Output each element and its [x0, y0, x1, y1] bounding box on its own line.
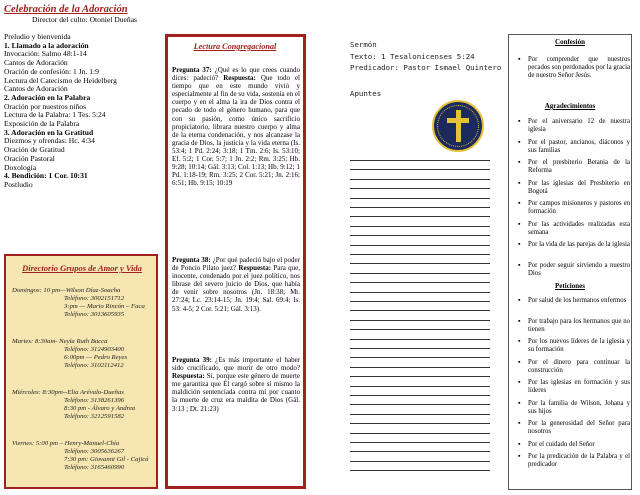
entry-line: Teléfono: 3002151712: [64, 294, 125, 302]
celebration-title: Celebración de la Adoración: [4, 4, 128, 15]
note-line: [350, 198, 490, 199]
confession-item: ▪ Por comprender que nuestros pecados son perdonados por la gracia de nuestro Señor Jesús.: [518, 56, 630, 80]
note-line: [350, 357, 490, 358]
note-line: [350, 188, 490, 189]
note-line: [350, 348, 490, 349]
order-line: Oración de confesión: 1 Jn. 1:9: [4, 66, 99, 76]
entry-line: Viernes: 5:00 pm – Henry-Manuel-Chía: [12, 440, 120, 447]
order-line: Oración por nuestros niños: [4, 101, 87, 111]
order-line: Oración Pastoral: [4, 153, 55, 163]
thanks-title: Agradecimientos: [544, 102, 596, 110]
petitions-title: Peticiones: [555, 282, 585, 290]
note-line: [350, 414, 490, 415]
answer-text: Para que, inocente, condenado por el juez político, nos librase del severo juicio de Dios, que había de venir sobre nosotros (Jn. 18:38; Mt. 27:24; Lc. 23:14-15; Jn. 19:4; Sal. 69:4; Is. 53: 4-5; 2 Cor. 5:21; Gál. 3:13).: [172, 264, 300, 313]
answer-label: Respuesta:: [223, 74, 256, 83]
note-line: [350, 339, 490, 340]
petition-item: ▪ Por la predicación de la Palabra y el predicador: [518, 453, 630, 469]
order-line: Lectura de la Palabra: 1 Tes. 5:24: [4, 110, 106, 120]
order-heading: 1. Llamado a la adoración: [4, 40, 89, 50]
thanks-item: ▪ Por el presbiterio Betania de la Reforma: [518, 159, 630, 175]
group-directory: [4, 254, 158, 489]
order-line: Cantos de Adoración: [4, 58, 68, 68]
note-line: [350, 404, 490, 405]
note-line: [350, 169, 490, 170]
note-line: [350, 301, 490, 302]
note-line: [350, 245, 490, 246]
question-text: ¿Por qué padeció bajo el poder de Poncio Pilato juez?: [172, 256, 300, 273]
note-line: [350, 207, 490, 208]
thanks-item: ▪ Por el pastor, ancianos, diáconos y sus familias: [518, 139, 630, 155]
question-text: ¿Es más importante el haber sido crucificado, que morir de otro modo?: [172, 356, 301, 373]
order-line: Lectura del Catecismo de Heidelberg: [4, 75, 117, 85]
note-line: [350, 226, 490, 227]
directory-entry: [12, 440, 149, 472]
sermon-preacher: Predicador: Pastor Ismael Quintero: [350, 63, 502, 72]
note-line: [350, 461, 490, 462]
entry-line: Teléfono: 3165460990: [64, 463, 125, 471]
note-line: [350, 470, 490, 471]
sermon-text: Texto: 1 Tesalonicenses 5:24: [350, 52, 475, 61]
entry-line: Teléfono: 3212591582: [64, 412, 125, 420]
entry-line: 8:30 pm - Álvaro y Andrea: [64, 404, 136, 412]
question-label: Pregunta 37:: [172, 66, 212, 74]
sermon-heading: Sermón: [350, 40, 377, 49]
thanks-item: ▪ Por poder seguir sirviendo a nuestro Dios: [518, 262, 630, 278]
petition-item: ▪ Por la familia de Wilson, Johana y sus hijos: [518, 400, 630, 416]
thanks-item: ▪ Por el aniversario 12 de nuestra iglesia: [518, 118, 630, 134]
entry-line: Martes: 8:30am- Neyla Ruth Bacca: [12, 338, 108, 345]
entry-line: 6:00pm — Pedro Reyes: [64, 353, 128, 361]
directory-title: Directorio Grupos de Amor y Vida: [22, 263, 142, 273]
order-heading: 3. Adoración en la Gratitud: [4, 127, 94, 137]
thanks-item: ▪ Por las iglesias del Presbiterio en Bogotá: [518, 180, 630, 196]
order-line: Oración de Gratitud: [4, 145, 65, 155]
entry-line: Teléfono: 3102112412: [64, 361, 124, 369]
order-heading: 2. Adoración en la Palabra: [4, 92, 91, 102]
note-line: [350, 179, 490, 180]
thanks-item: ▪ Por campos misioneros y pastores en formación: [518, 200, 630, 216]
order-line: Exposición de la Palabra: [4, 119, 80, 129]
note-line: [350, 433, 490, 434]
note-line: [350, 329, 490, 330]
directory-entry: [12, 287, 145, 319]
question-text: ¿Qué es lo que crees cuando dices: padeció?: [172, 66, 300, 83]
order-line: Preludio y bienvenida: [4, 32, 71, 41]
lectura-title: Lectura Congregacional: [193, 42, 277, 51]
order-line: Postludio: [4, 179, 33, 189]
answer-text: Que todo el tiempo que en este mundo vivió y especialmente al fin de su vida, sostenía en el cuerpo y en el alma la ira de Dios contra el pecado de todo el género humano, para que con su pasión, como único sacrificio propiciatorio, librara nuestro cuerpo y alma de la eterna condenación, y nos alcanzase la gracia de Dios, la justicia y la vida eterna (Is. 53:4; 1 Pd. 2:24; 3:18; 1 Tm. 2:6; Is. 53:10; Ef. 5:2; 1 Cor. 5:7; 1 Jn. 2:2; Rm. 3:25; Hb. 9:28; 10:14; Gál. 3:13; Col. 1:13; Hb. 9:12; 1 Pd. 1:18-19; Rm. 3:25; 2 Cor. 5:21; Jn. 2:16; 6:51; Hb. 9:15; 10:19: [172, 74, 301, 188]
note-line: [350, 451, 490, 452]
petition-item: ▪ Por el cuidado del Señor: [518, 441, 630, 449]
note-line: [350, 367, 490, 368]
note-line: [350, 235, 490, 236]
note-line: [350, 310, 490, 311]
question-label: Pregunta 39:: [172, 356, 212, 364]
entry-line: Miércoles: 8:30pm--Elia Arévalo-Dueñas: [12, 389, 124, 396]
order-line: Cantos de Adoración: [4, 84, 68, 94]
petition-item: ▪ Por trabajo para los hermanos que no tienen: [518, 318, 630, 334]
question-block: [172, 256, 300, 313]
entry-line: Domingos: 10 pm—Wilson Díaz-Soacha: [12, 287, 121, 294]
petition-item: ▪ Por salud de los hermanos enfermos: [518, 297, 630, 305]
note-line: [350, 273, 490, 274]
directory-entry: [12, 338, 127, 370]
note-line: [350, 386, 490, 387]
director-line: Director del culto: Otoniel Dueñas: [32, 15, 138, 24]
answer-label: Respuesta:: [238, 264, 272, 273]
answer-label: Respuesta:: [172, 372, 205, 381]
note-line: [350, 423, 490, 424]
petition-item: ▪ Por el dinero para continuar la construcción: [518, 359, 630, 375]
question-block: [172, 356, 300, 413]
notes-label: Apuntes: [350, 89, 382, 98]
note-line: [350, 442, 490, 443]
note-line: [350, 320, 490, 321]
order-heading: 4. Bendición: 1 Cor. 10:31: [4, 171, 88, 181]
thanks-item: ▪ Por la vida de las parejas de la iglesia: [518, 241, 630, 249]
entry-line: 7:30 pm: Giovanni Gil - Cajicá: [64, 455, 149, 463]
entry-line: Teléfono: 3013605935: [64, 310, 125, 318]
order-of-service: [4, 33, 159, 190]
presbytery-seal-icon: [432, 100, 484, 152]
entry-line: Teléfono: 3138261396: [64, 396, 125, 404]
note-line: [350, 160, 490, 161]
confession-title: Confesión: [555, 38, 585, 46]
entry-line: 3:pm — Mario Rincón – Faca: [64, 302, 145, 310]
note-line: [350, 263, 490, 264]
order-line: Invocación: Salmo 48:1-14: [4, 49, 87, 59]
directory-entry: [12, 389, 135, 421]
order-line: Doxología: [4, 162, 37, 172]
petition-item: ▪ Por la generosidad del Señor para nosotros: [518, 420, 630, 436]
note-line: [350, 376, 490, 377]
note-line: [350, 254, 490, 255]
order-line: Diezmos y ofrendas: Hc. 4:34: [4, 136, 95, 146]
note-line: [350, 216, 490, 217]
entry-line: Teléfono: 3124903400: [64, 345, 125, 353]
note-line: [350, 395, 490, 396]
note-line: [350, 282, 490, 283]
petition-item: ▪ Por los nuevos líderes de la iglesia y su formación: [518, 338, 630, 354]
entry-line: Teléfono: 3005636267: [64, 447, 125, 455]
question-label: Pregunta 38:: [172, 256, 211, 264]
question-block: [172, 66, 300, 187]
answer-text: Sí, porque este género de muerte me garantiza que Él cargó sobre sí mismo la maldición sentenciada contra mí por cuanto la muerte de cruz era maldita de Dios (Gál. 3:13 ; Dt. 21:23): [172, 372, 300, 413]
note-line: [350, 292, 490, 293]
thanks-item: ▪ Por las actividades realizadas esta semana: [518, 221, 630, 237]
petition-item: ▪ Por las iglesias en formación y sus líderes: [518, 379, 630, 395]
